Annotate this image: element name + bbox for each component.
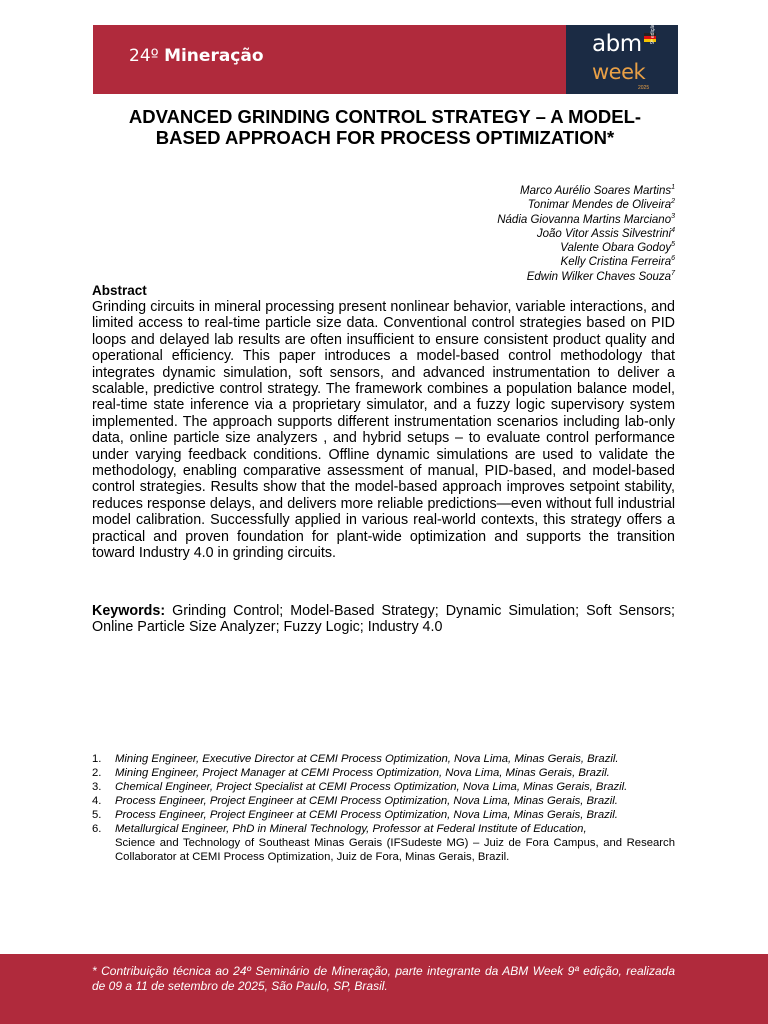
author-name: Edwin Wilker Chaves Souza	[526, 270, 672, 283]
keywords	[92, 603, 675, 636]
author-name: Marco Aurélio Soares Martins	[520, 185, 672, 197]
author-name: Kelly Cristina Ferreira	[560, 256, 672, 269]
abstract-heading: Abstract	[92, 283, 147, 298]
author-mark: 6	[671, 255, 675, 263]
author	[497, 213, 675, 227]
author-mark: 7	[671, 269, 675, 277]
footnote-number: 2.	[92, 767, 102, 779]
footnote-text-continuation: Science and Technology of Southeast Minas Gerais (IFSudeste MG) – Juiz de Fora Campus, and Research Collaborator at CEMI Process Optimization, Juiz de Fora, Minas Gerais, Brazil.	[115, 837, 675, 863]
author-mark: 3	[671, 212, 675, 220]
footnote-text: Chemical Engineer, Project Specialist at CEMI Process Optimization, Nova Lima, Minas Gerais, Brazil.	[115, 781, 628, 793]
author-name: João Vitor Assis Silvestrini	[536, 227, 672, 240]
footnote-number: 1.	[92, 753, 102, 765]
keywords-label: Keywords:	[92, 603, 166, 619]
author	[497, 198, 675, 212]
keywords-text: Grinding Control; Model-Based Strategy; Dynamic Simulation; Soft Sensors; Online Particle Size Analyzer; Fuzzy Logic; Industry 4.0	[92, 603, 675, 636]
author-mark: 1	[671, 184, 675, 192]
footnote	[92, 822, 675, 864]
logo-year-text: 2025	[638, 85, 650, 91]
author	[497, 255, 675, 269]
logo-edition-text: 9ª edição	[650, 23, 656, 44]
footnote-text: Process Engineer, Project Engineer at CEMI Process Optimization, Nova Lima, Minas Gerais, Brazil.	[115, 795, 618, 807]
author-mark: 2	[671, 198, 675, 206]
footnote	[92, 780, 675, 794]
footnote-list	[92, 752, 675, 864]
footnote-number: 5.	[92, 809, 102, 821]
author-mark: 5	[671, 241, 675, 249]
footer-note: * Contribuição técnica ao 24º Seminário de Mineração, parte integrante da ABM Week 9ª edição, realizada de 09 a 11 de setembro de 2025, São Paulo, SP, Brasil.	[92, 964, 675, 993]
footnote-text	[115, 822, 675, 864]
author-name: Valente Obara Godoy	[560, 242, 672, 255]
logo-week-text: week	[592, 60, 646, 84]
author	[497, 270, 675, 284]
author	[497, 184, 675, 198]
paper-title: ADVANCED GRINDING CONTROL STRATEGY – A MODEL-BASED APPROACH FOR PROCESS OPTIMIZATION*	[128, 106, 642, 148]
author	[497, 227, 675, 241]
footnote	[92, 808, 675, 822]
footnote-number: 3.	[92, 781, 102, 793]
author-list	[497, 184, 675, 284]
abstract-body: Grinding circuits in mineral processing present nonlinear behavior, variable interactions, and limited access to real-time particle size data. Conventional control strategies based on PID loops and delayed lab results are often insufficient to ensure consistent product quality and operational efficiency. This paper introduces a model-based control methodology that integrates dynamic simulation, soft sensors, and advanced instrumentation to deliver a scalable, predictive control strategy. The framework combines a population balance model, real-time state inference via a proprietary simulator, and a fuzzy logic supervisory system implemented. The approach supports different instrumentation scenarios including lab-only data, online particle size analyzers , and hybrid setups – to evaluate control performance under varying feedback conditions. Offline dynamic simulations are used to validate the methodology, enabling comparative assessment of manual, PID-based, and model-based control strategies. Results show that the model-based approach improves setpoint stability, reduces response delays, and delivers more reliable predictions—even without full industrial model calibration. Successfully applied in various real-world contexts, this strategy offers a practical and proven foundation for plant-wide optimization and supports the transition toward Industry 4.0 in grinding circuits.	[92, 299, 675, 562]
event-number: 24º	[129, 46, 159, 66]
footnote-number: 4.	[92, 795, 102, 807]
footnote	[92, 752, 675, 766]
footer-band	[0, 954, 768, 1024]
abm-week-logo	[566, 25, 678, 94]
footnote-number: 6.	[92, 823, 102, 835]
author-name: Nádia Giovanna Martins Marciano	[497, 213, 672, 226]
footnote	[92, 794, 675, 808]
footnote-text-line: Metallurgical Engineer, PhD in Mineral Technology, Professor at Federal Institute of Education,	[115, 823, 587, 835]
author-name: Tonimar Mendes de Oliveira	[527, 199, 672, 212]
footnote-text: Mining Engineer, Executive Director at CEMI Process Optimization, Nova Lima, Minas Gerais, Brazil.	[115, 753, 619, 765]
event-title	[129, 46, 264, 66]
event-name: Mineração	[164, 46, 264, 66]
author-mark: 4	[671, 227, 675, 235]
footnote-text: Process Engineer, Project Engineer at CEMI Process Optimization, Nova Lima, Minas Gerais, Brazil.	[115, 809, 618, 821]
author	[497, 241, 675, 255]
header-band	[93, 25, 678, 94]
footnote	[92, 766, 675, 780]
footnote-text: Mining Engineer, Project Manager at CEMI Process Optimization, Nova Lima, Minas Gerais, Brazil.	[115, 767, 610, 779]
logo-abm-text: abm	[592, 31, 642, 57]
